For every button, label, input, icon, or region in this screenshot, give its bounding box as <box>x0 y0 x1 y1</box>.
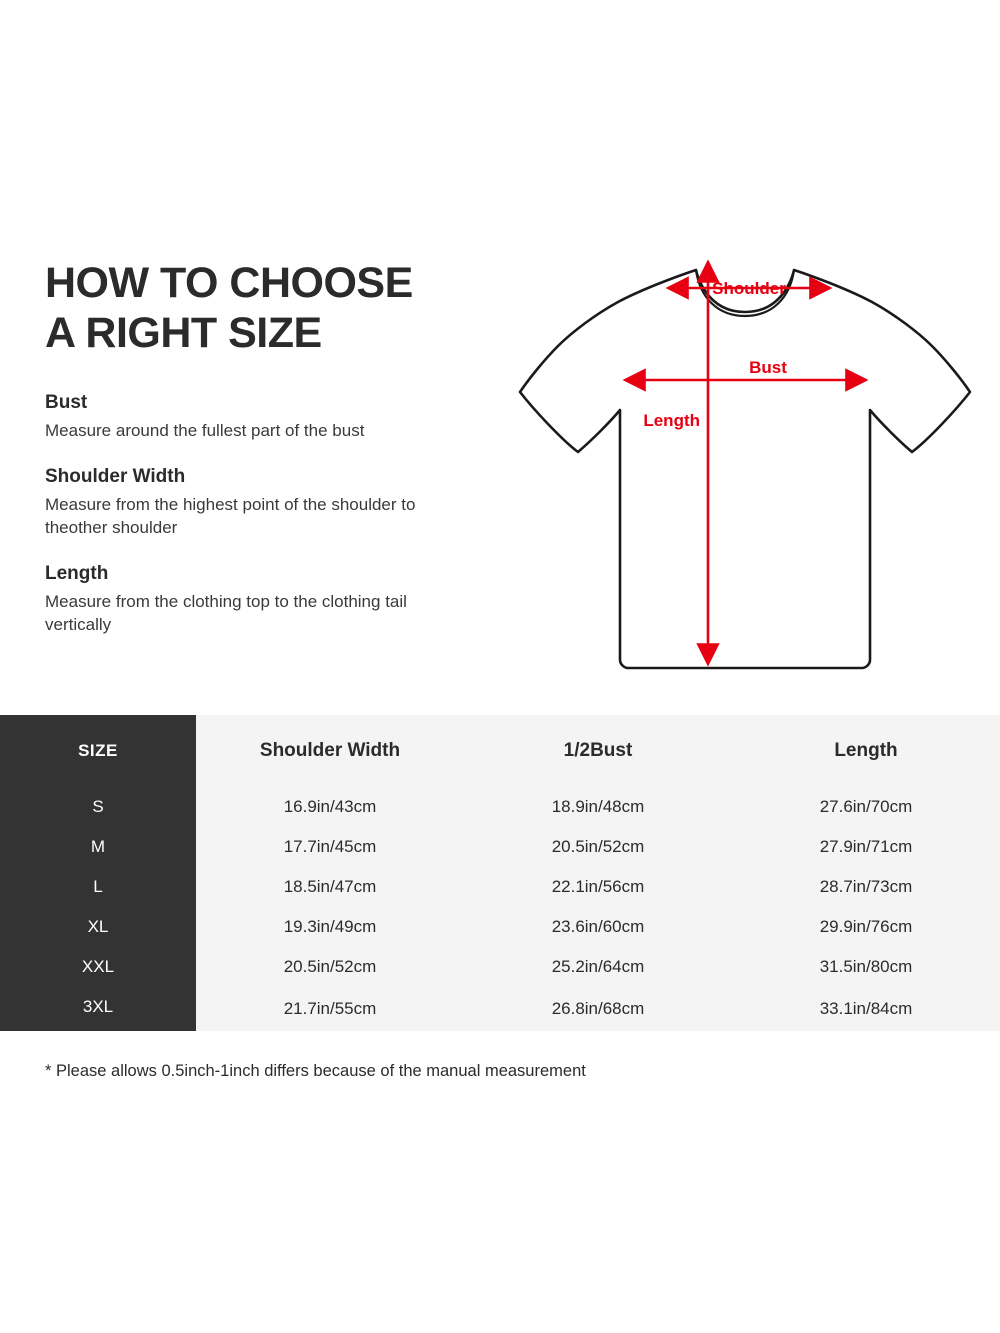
column-header-half-bust: 1/2Bust <box>464 715 732 787</box>
cell-length: 33.1in/84cm <box>732 987 1000 1031</box>
definition-description: Measure from the highest point of the shoulder to theother shoulder <box>45 495 416 537</box>
definition-bust <box>45 392 475 442</box>
page-title-line-1: HOW TO CHOOSE <box>45 259 413 307</box>
column-header-length: Length <box>732 715 1000 787</box>
definition-description: Measure from the clothing top to the clothing tail vertically <box>45 592 407 634</box>
cell-shoulder: 16.9in/43cm <box>196 787 464 827</box>
definition-length <box>45 563 475 636</box>
definition-term: Shoulder Width <box>45 466 186 487</box>
table-row <box>0 827 1000 867</box>
shoulder-label: Shoulder <box>712 279 786 298</box>
cell-shoulder: 21.7in/55cm <box>196 987 464 1031</box>
cell-shoulder: 20.5in/52cm <box>196 947 464 987</box>
cell-bust: 23.6in/60cm <box>464 907 732 947</box>
size-table-section <box>0 715 1000 1030</box>
bust-label: Bust <box>749 358 787 377</box>
cell-bust: 25.2in/64cm <box>464 947 732 987</box>
size-table-head <box>0 715 1000 787</box>
page-title-line-2: A RIGHT SIZE <box>45 309 322 357</box>
cell-size: XL <box>0 907 196 947</box>
cell-shoulder: 17.7in/45cm <box>196 827 464 867</box>
table-row <box>0 787 1000 827</box>
table-header-row <box>0 715 1000 787</box>
cell-size: XXL <box>0 947 196 987</box>
cell-bust: 18.9in/48cm <box>464 787 732 827</box>
page-title <box>45 258 475 358</box>
cell-shoulder: 19.3in/49cm <box>196 907 464 947</box>
table-row <box>0 947 1000 987</box>
tshirt-outline <box>520 270 970 668</box>
definition-description: Measure around the fullest part of the bust <box>45 421 365 440</box>
cell-length: 29.9in/76cm <box>732 907 1000 947</box>
length-label: Length <box>643 411 700 430</box>
cell-size: L <box>0 867 196 907</box>
cell-shoulder: 18.5in/47cm <box>196 867 464 907</box>
table-row <box>0 987 1000 1031</box>
cell-bust: 22.1in/56cm <box>464 867 732 907</box>
column-header-shoulder-width: Shoulder Width <box>196 715 464 787</box>
cell-length: 28.7in/73cm <box>732 867 1000 907</box>
measurement-instructions <box>45 258 475 636</box>
cell-size: S <box>0 787 196 827</box>
definition-shoulder-width <box>45 466 475 539</box>
definition-term: Length <box>45 563 109 584</box>
cell-bust: 26.8in/68cm <box>464 987 732 1031</box>
table-row <box>0 907 1000 947</box>
size-table-body <box>0 787 1000 1031</box>
cell-length: 27.6in/70cm <box>732 787 1000 827</box>
definition-term: Bust <box>45 392 88 413</box>
measurement-disclaimer: * Please allows 0.5inch-1inch differs because of the manual measurement <box>45 1062 586 1080</box>
tshirt-measurement-diagram <box>500 240 990 690</box>
size-table <box>0 715 1000 1031</box>
cell-length: 27.9in/71cm <box>732 827 1000 867</box>
column-header-size: SIZE <box>0 715 196 787</box>
cell-size: M <box>0 827 196 867</box>
table-row <box>0 867 1000 907</box>
cell-length: 31.5in/80cm <box>732 947 1000 987</box>
cell-bust: 20.5in/52cm <box>464 827 732 867</box>
cell-size: 3XL <box>0 987 196 1031</box>
